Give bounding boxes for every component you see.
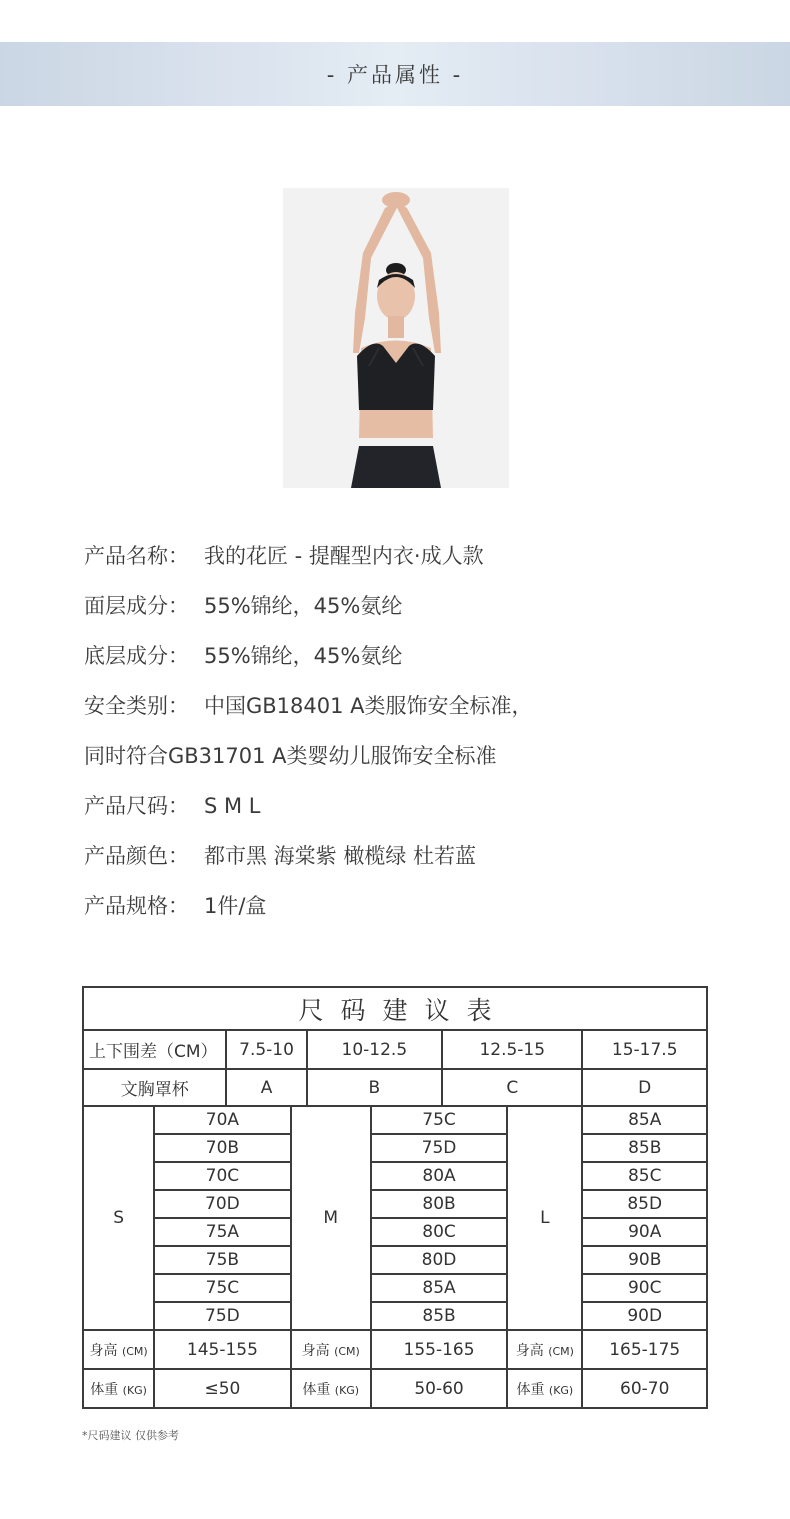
table-cell: 75C [371,1106,507,1134]
attr-value: 同时符合GB31701 A类婴幼儿服饰安全标准 [84,744,497,768]
table-row [83,1106,707,1134]
product-attributes [84,539,724,939]
table-cell: 80B [371,1190,507,1218]
height-label-s: 身高 (CM) [83,1330,154,1369]
table-cell: 85B [371,1302,507,1330]
table-cell: B [307,1069,442,1106]
table-cell: 7.5-10 [226,1030,306,1069]
attr-outer-fabric-row [84,589,724,639]
attr-key: 安全类别： [84,694,189,718]
table-cell: 80D [371,1246,507,1274]
attr-key: 产品颜色： [84,844,189,868]
attr-safety-row-continued [84,739,724,789]
attr-key: 产品尺码： [84,794,189,818]
cup-row [83,1069,707,1106]
attr-colors-row [84,839,724,889]
table-row [83,1190,707,1218]
table-title: 尺码建议表 [83,987,707,1030]
table-cell: 80C [371,1218,507,1246]
attr-value: 1件/盒 [204,894,267,918]
table-cell: 90C [582,1274,707,1302]
height-label-l: 身高 (CM) [507,1330,582,1369]
cup-label: 文胸罩杯 [83,1069,226,1106]
attr-sizes-row [84,789,724,839]
table-cell: 90A [582,1218,707,1246]
table-cell: 85D [582,1190,707,1218]
table-cell: 70A [154,1106,290,1134]
weight-value-m: 50-60 [371,1369,507,1408]
table-title-row [83,987,707,1030]
table-cell: C [442,1069,582,1106]
section-header-banner [0,42,790,106]
table-cell: 75C [154,1274,290,1302]
table-row [83,1246,707,1274]
height-value-l: 165-175 [582,1330,707,1369]
size-recommendation-table [82,986,708,1409]
diff-row [83,1030,707,1069]
table-cell: 70B [154,1134,290,1162]
table-cell: 10-12.5 [307,1030,442,1069]
table-cell: 75B [154,1246,290,1274]
table-cell: D [582,1069,707,1106]
weight-value-l: 60-70 [582,1369,707,1408]
table-cell: 85A [371,1274,507,1302]
attr-key: 底层成分： [84,644,189,668]
weight-label-s: 体重 (KG) [83,1369,154,1408]
table-row [83,1134,707,1162]
table-cell: 90D [582,1302,707,1330]
attr-value: 55%锦纶，45%氨纶 [204,594,403,618]
table-row [83,1218,707,1246]
weight-row [83,1369,707,1408]
section-title: - 产品属性 - [326,63,464,87]
attr-safety-row [84,689,724,739]
height-row [83,1330,707,1369]
attr-value: 中国GB18401 A类服饰安全标准， [204,694,533,718]
size-s-label: S [83,1106,154,1330]
size-m-label: M [291,1106,371,1330]
table-cell: 12.5-15 [442,1030,582,1069]
table-cell: 70C [154,1162,290,1190]
table-cell: A [226,1069,306,1106]
height-value-s: 145-155 [154,1330,290,1369]
attr-lining-fabric-row [84,639,724,689]
diff-label: 上下围差（CM） [83,1030,226,1069]
attr-key: 产品名称： [84,544,189,568]
weight-value-s: ≤50 [154,1369,290,1408]
table-cell: 75A [154,1218,290,1246]
weight-label-m: 体重 (KG) [291,1369,371,1408]
attr-key: 产品规格： [84,894,189,918]
table-row [83,1274,707,1302]
table-cell: 90B [582,1246,707,1274]
height-label-m: 身高 (CM) [291,1330,371,1369]
table-cell: 85A [582,1106,707,1134]
table-cell: 15-17.5 [582,1030,707,1069]
table-row [83,1302,707,1330]
product-model-photo [283,188,509,488]
table-cell: 85B [582,1134,707,1162]
height-value-m: 155-165 [371,1330,507,1369]
attr-value: 都市黑 海棠紫 橄榄绿 杜若蓝 [204,844,477,868]
attr-spec-row [84,889,724,939]
attr-value: 55%锦纶，45%氨纶 [204,644,403,668]
size-l-label: L [507,1106,582,1330]
attr-value: S M L [204,794,261,818]
size-footnote: *尺码建议 仅供参考 [82,1429,179,1442]
table-cell: 80A [371,1162,507,1190]
table-cell: 85C [582,1162,707,1190]
table-cell: 75D [371,1134,507,1162]
table-row [83,1162,707,1190]
attr-value: 我的花匠 - 提醒型内衣·成人款 [204,544,484,568]
table-cell: 75D [154,1302,290,1330]
table-cell: 70D [154,1190,290,1218]
model-illustration [283,188,509,488]
attr-name-row [84,539,724,589]
attr-key: 面层成分： [84,594,189,618]
weight-label-l: 体重 (KG) [507,1369,582,1408]
